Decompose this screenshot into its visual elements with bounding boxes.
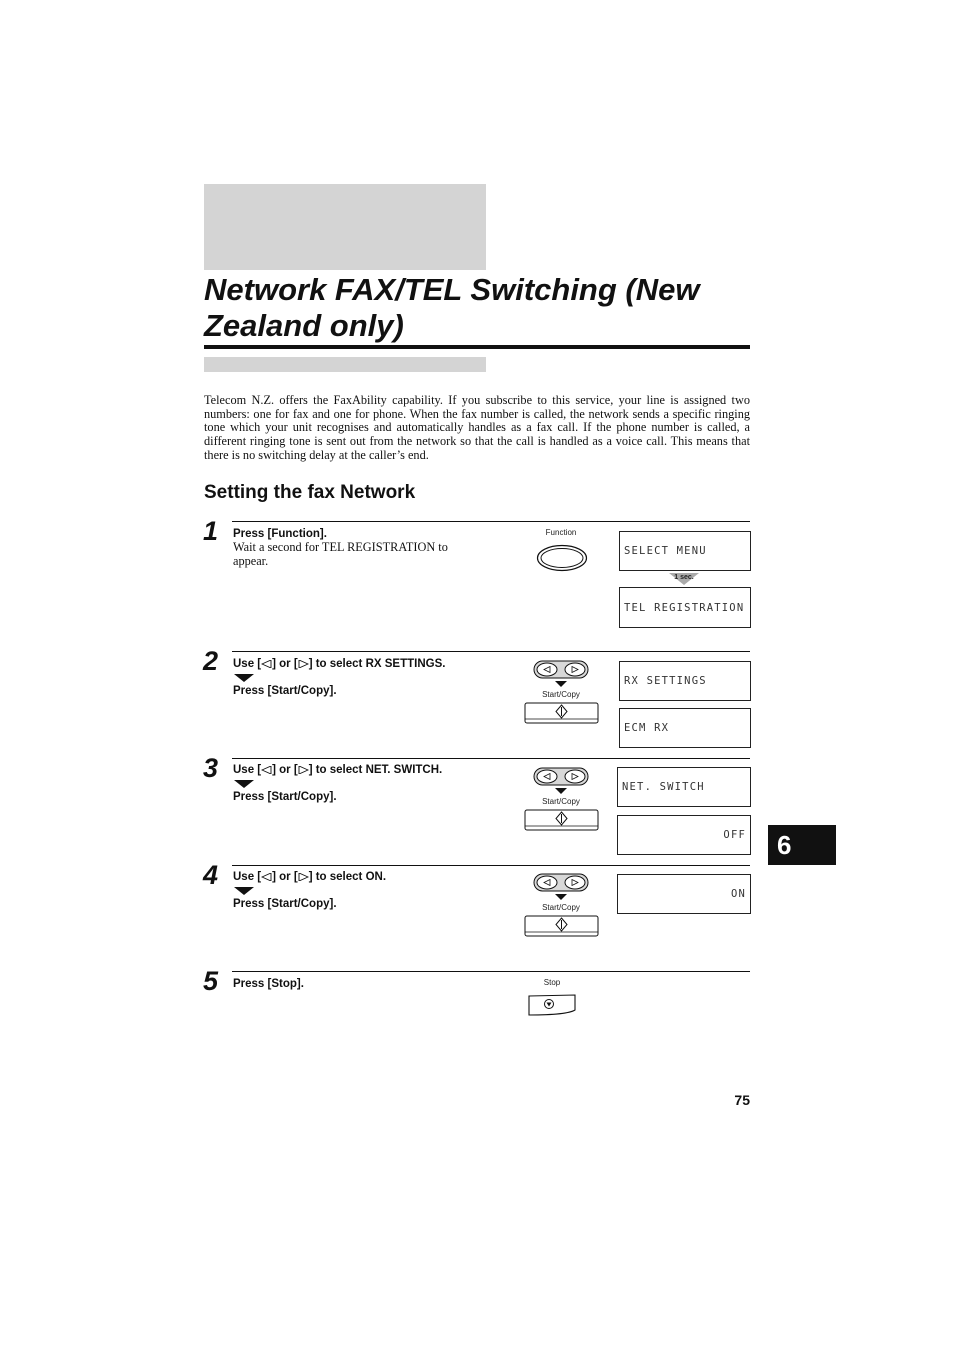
down-arrow-icon (234, 780, 254, 788)
lcd-text: RX SETTINGS (624, 675, 707, 687)
delay-label: 1 sec. (674, 574, 694, 581)
step-3-rule (232, 758, 750, 759)
step-4-number: 4 (203, 860, 219, 890)
start-copy-key-icon[interactable] (524, 809, 599, 831)
intro-paragraph: Telecom N.Z. offers the FaxAbility capability. If you subscribe to this service, your line is assigned two numbers: one for fax and one for phone. When the fax number is called, the network sends a specific ringing tone which your unit recognises and automatically handles as a fax call. If the phone number is called, a different ringing tone is sent out from the network so that the call is handled as a voice call. This means that there is no switching delay at the caller’s end. (204, 393, 750, 462)
step-4-rule (232, 865, 750, 866)
step-2-instruction (233, 657, 503, 698)
subtitle-gray-bar (204, 357, 486, 372)
step-1-number: 1 (203, 516, 219, 546)
arrow-keys-icon[interactable] (533, 660, 589, 680)
step-4-instruction (233, 870, 503, 911)
start-copy-key-icon[interactable] (524, 915, 599, 937)
step-3-line1 (233, 763, 503, 777)
step-3-line2: Press [Start/Copy]. (233, 791, 337, 803)
lcd-text: SELECT MENU (624, 545, 707, 557)
text-fragment: Use [ (233, 871, 262, 883)
lcd-select-menu (619, 531, 751, 571)
step-4-line1 (233, 870, 503, 884)
step-3-instruction (233, 763, 503, 804)
text-fragment: ] to select RX SETTINGS. (308, 658, 446, 670)
section-title: Setting the fax Network (204, 482, 416, 503)
start-copy-key-label: Start/Copy (542, 797, 580, 806)
text-fragment: ] or [ (272, 764, 298, 776)
left-arrow-icon (261, 873, 272, 881)
step-2-number: 2 (203, 646, 219, 676)
step-1-instruction (233, 527, 503, 568)
text-fragment: Use [ (233, 658, 262, 670)
stop-key-label: Stop (543, 978, 561, 987)
arrow-keys-icon[interactable] (533, 767, 589, 787)
lcd-text: ECM RX (624, 722, 670, 734)
down-arrow-icon (555, 788, 567, 794)
step-5-number: 5 (203, 966, 219, 996)
step-5-rule (232, 971, 750, 972)
step-2-line1 (233, 657, 503, 671)
text-fragment: ] or [ (272, 871, 298, 883)
header-gray-block (204, 184, 486, 270)
text-fragment: ] to select ON. (308, 871, 387, 883)
text-fragment: ] to select NET. SWITCH. (308, 764, 443, 776)
right-arrow-icon (298, 766, 309, 774)
down-arrow-icon (234, 887, 254, 895)
function-key-icon[interactable] (536, 543, 588, 573)
page-number: 75 (734, 1092, 750, 1108)
lcd-tel-registration (619, 587, 751, 628)
down-arrow-icon (555, 681, 567, 687)
arrow-keys-icon[interactable] (533, 873, 589, 893)
lcd-on (617, 874, 751, 914)
lcd-text: TEL REGISTRATION (624, 601, 745, 614)
page-title: Network FAX/TEL Switching (New Zealand only) (204, 272, 700, 343)
lcd-text: NET. SWITCH (622, 781, 705, 793)
stop-key-icon[interactable] (527, 993, 577, 1017)
text-fragment: ] or [ (272, 658, 298, 670)
text-fragment: Use [ (233, 764, 262, 776)
step-1-line2: Wait a second for TEL REGISTRATION to appear. (233, 540, 448, 568)
lcd-text: ON (730, 888, 746, 900)
left-arrow-icon (261, 766, 272, 774)
lcd-ecm-rx (619, 708, 751, 748)
down-arrow-icon (555, 894, 567, 900)
chapter-tab: 6 (768, 825, 836, 865)
step-5-instruction: Press [Stop]. (233, 978, 304, 990)
step-4-line2: Press [Start/Copy]. (233, 898, 337, 910)
start-copy-key-label: Start/Copy (542, 903, 580, 912)
right-arrow-icon (298, 660, 309, 668)
step-1-rule (232, 521, 750, 522)
start-copy-key-icon[interactable] (524, 702, 599, 724)
start-copy-key-label: Start/Copy (542, 690, 580, 699)
lcd-off (617, 815, 751, 855)
step-2-rule (232, 651, 750, 652)
lcd-text: OFF (723, 829, 746, 841)
step-1-line1: Press [Function]. (233, 528, 327, 540)
down-arrow-icon (234, 674, 254, 682)
lcd-rx-settings (619, 661, 751, 701)
step-2-line2: Press [Start/Copy]. (233, 685, 337, 697)
step-3-number: 3 (203, 753, 219, 783)
function-key-label: Function (545, 528, 577, 537)
right-arrow-icon (298, 873, 309, 881)
left-arrow-icon (261, 660, 272, 668)
title-rule (204, 345, 750, 349)
lcd-net-switch (617, 767, 751, 807)
